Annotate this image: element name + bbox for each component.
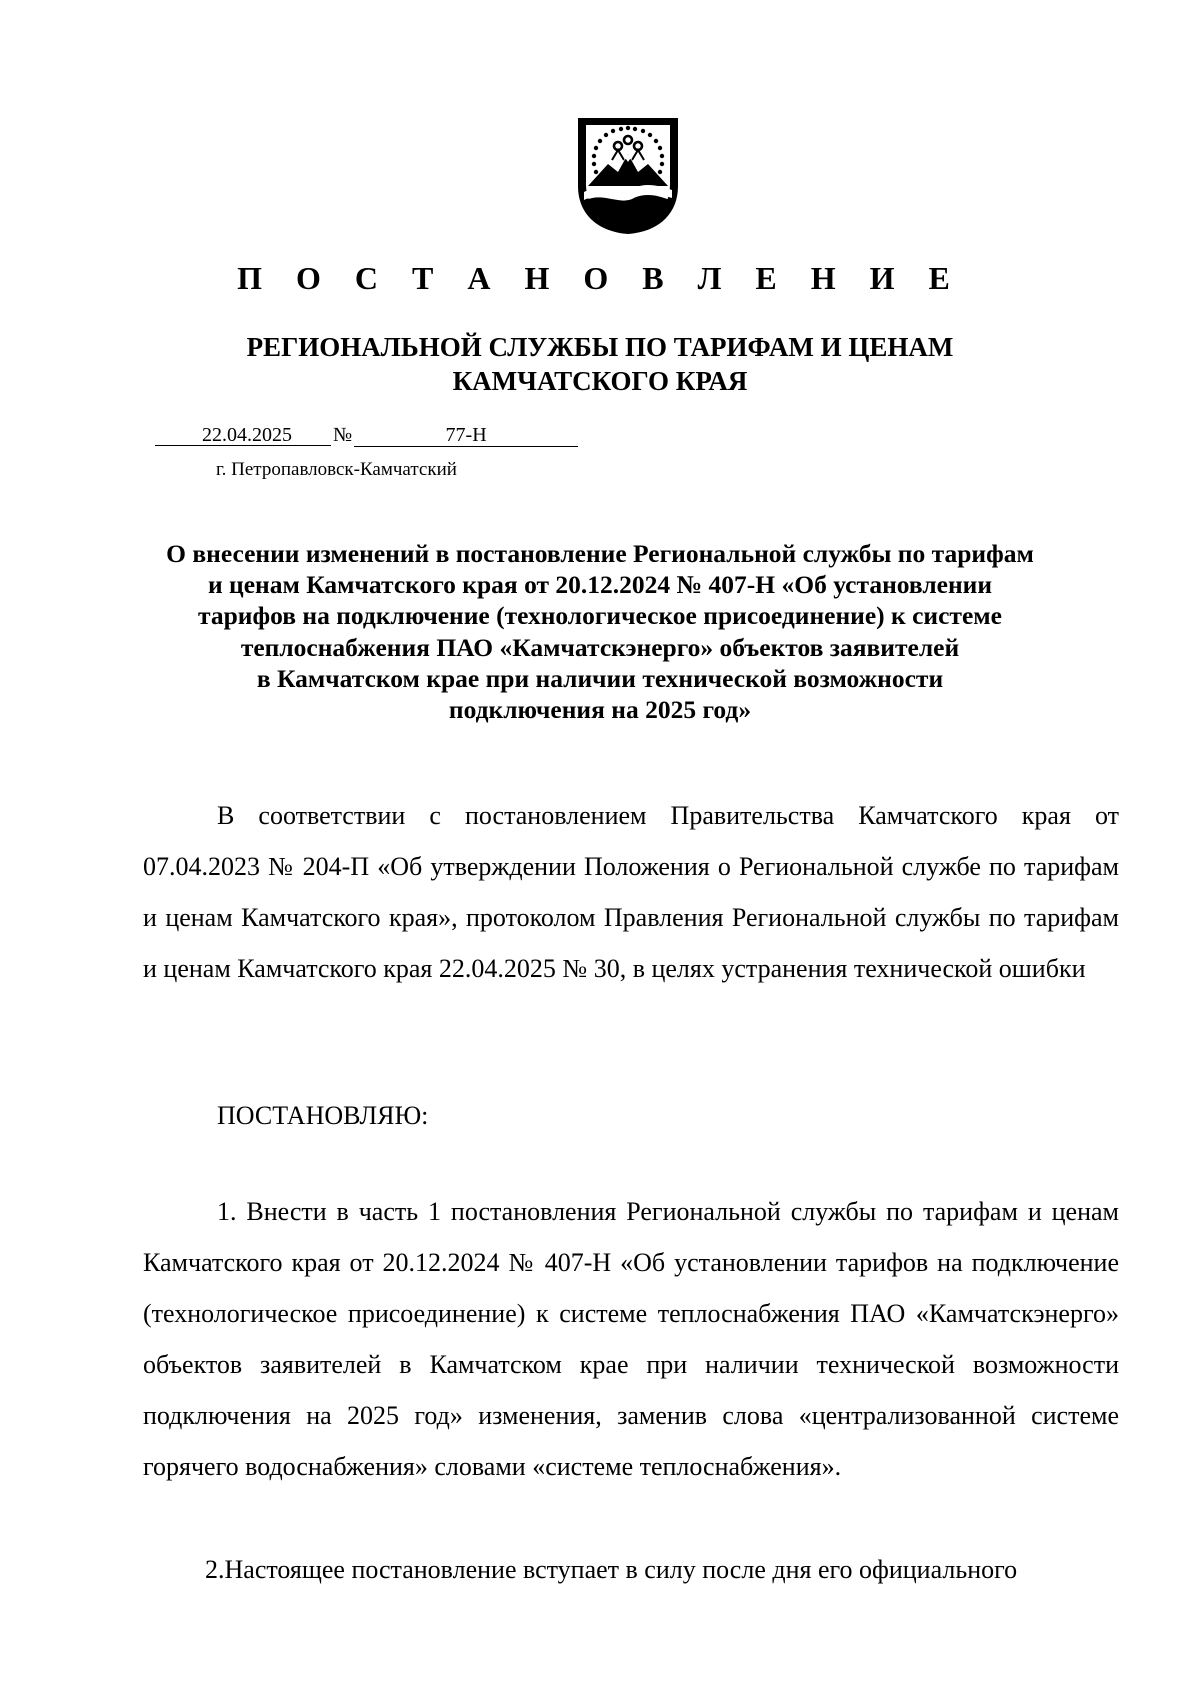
- clause-1-paragraph: 1. Внести в часть 1 постановления Региональной службы по тарифам и ценам Камчатского края от 20.12.2024 № 407-Н «Об установлении тарифов на подключение (технологическое присоединение) к системе теплоснабжения ПАО «Камчатскэнерго» объектов заявителей в Камчатском крае при наличии технической возможности подключения на 2025 год» изменения, заменив слова «централизованной системе горячего водоснабжения» словами «системе теплоснабжения».: [143, 1197, 1119, 1481]
- subject-line: тарифов на подключение (технологическое присоединение) к системе: [198, 601, 1002, 631]
- subject-line: О внесении изменений в постановление Региональной службы по тарифам: [166, 539, 1034, 568]
- agency-line: РЕГИОНАЛЬНОЙ СЛУЖБЫ ПО ТАРИФАМ И ЦЕНАМ: [246, 332, 954, 362]
- subject-line: в Камчатском крае при наличии технической возможности: [256, 663, 944, 693]
- clause-2-paragraph: 2.Настоящее постановление вступает в силу после дня его официального: [205, 1555, 1018, 1584]
- issuing-agency: [0, 330, 1200, 398]
- preamble-paragraph: В соответствии с постановлением Правительства Камчатского края от 07.04.2023 № 204-П «Об утверждении Положения о Региональной службе по тарифам и ценам Камчатского края», протоколом Правления Региональной службы по тарифам и ценам Камчатского края 22.04.2025 № 30, в целях устранения технической ошибки: [143, 801, 1119, 983]
- subject-line: и ценам Камчатского края от 20.12.2024 № 407-Н «Об установлении: [207, 570, 993, 600]
- subject-line: теплоснабжения ПАО «Камчатскэнерго» объектов заявителей: [240, 632, 960, 662]
- number-label: №: [333, 424, 353, 446]
- document-date: 22.04.2025: [155, 424, 331, 446]
- resolve-heading: ПОСТАНОВЛЯЮ:: [217, 1101, 429, 1130]
- document-subject: [0, 538, 1200, 725]
- document-title: П О С Т А Н О В Л Е Н И Е: [237, 260, 963, 296]
- date-number-line: [155, 422, 578, 448]
- agency-line: КАМЧАТСКОГО КРАЯ: [452, 366, 748, 396]
- document-number: 77-Н: [354, 424, 578, 447]
- coat-of-arms-icon: [574, 112, 682, 236]
- subject-line: подключения на 2025 год»: [448, 695, 752, 725]
- city-name: г. Петропавловск-Камчатский: [216, 459, 457, 480]
